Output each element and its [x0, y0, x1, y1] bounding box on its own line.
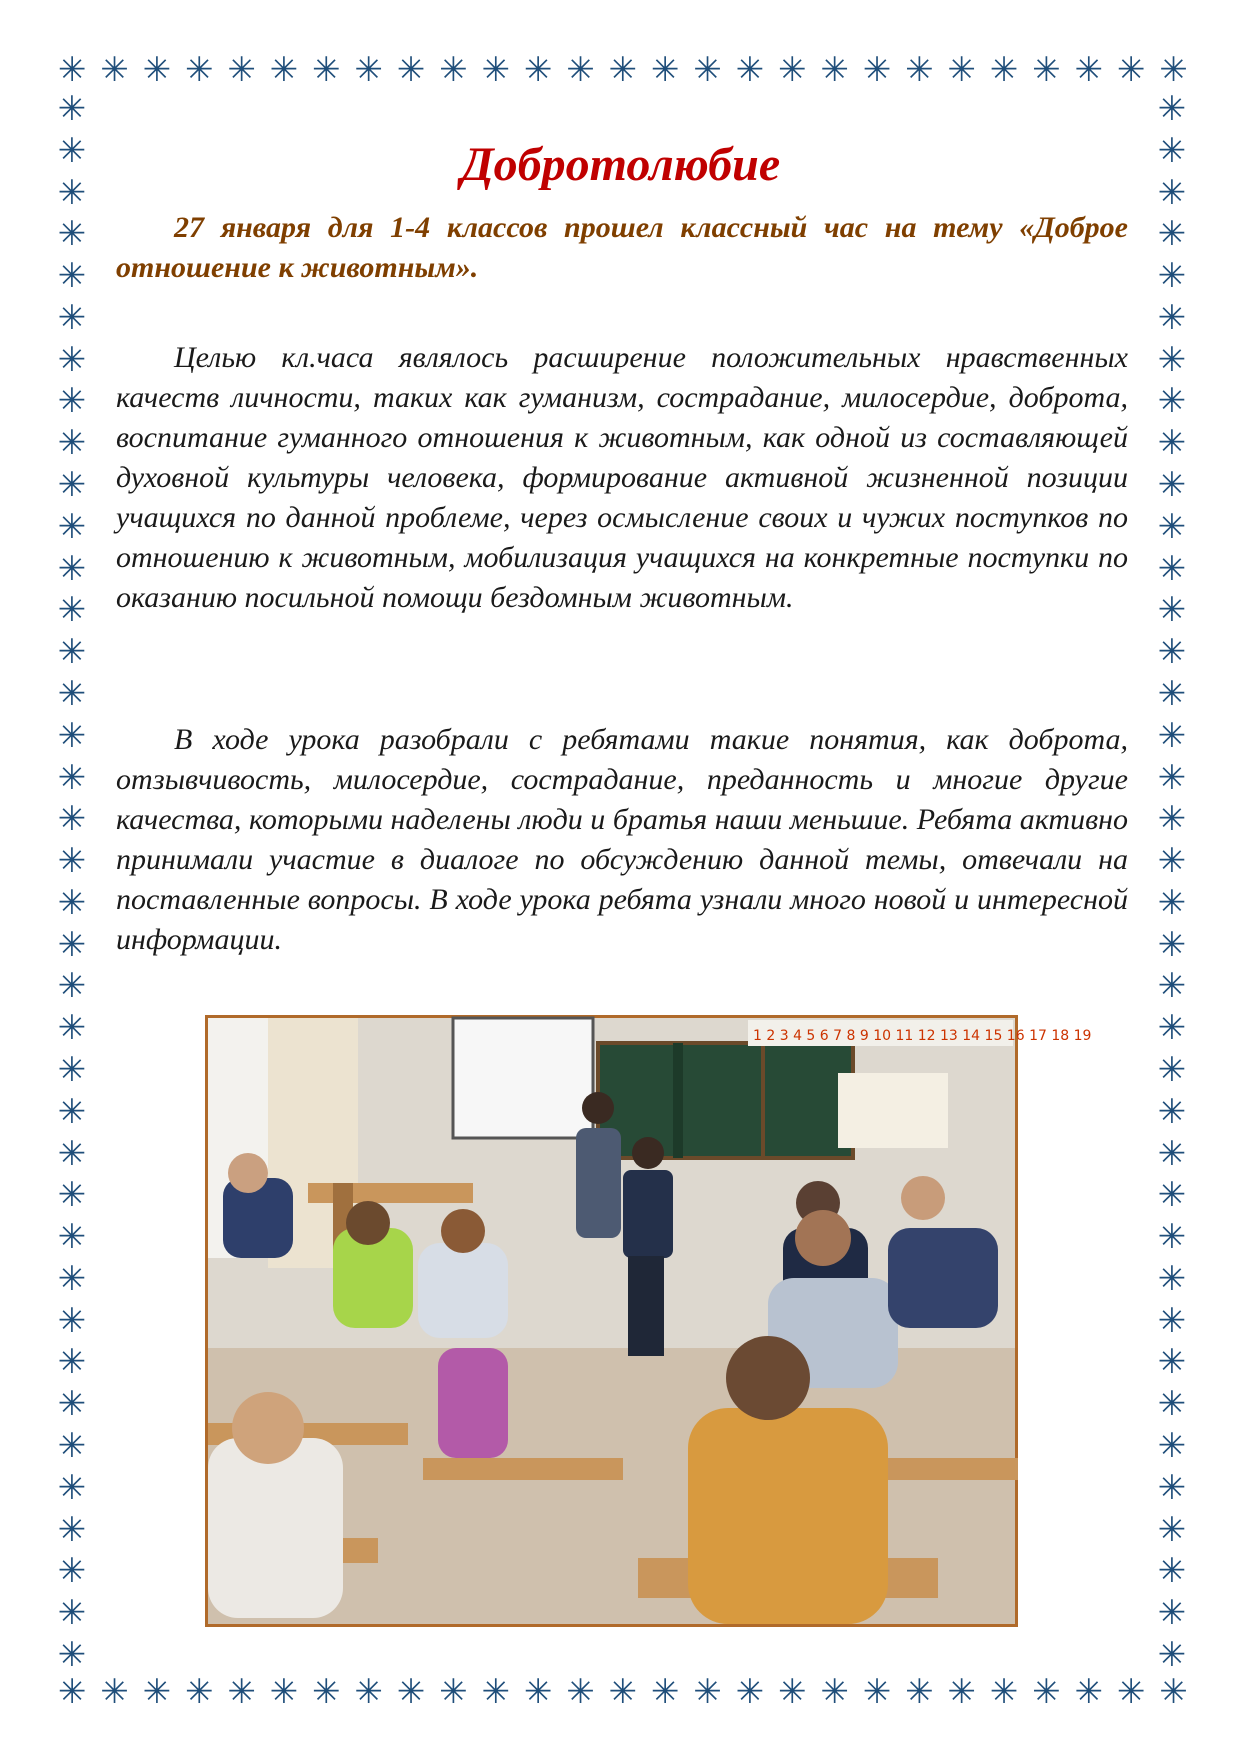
snowflake-ornament-icon: ✳ — [1157, 89, 1187, 129]
snowflake-ornament-icon: ✳ — [354, 50, 384, 90]
snowflake-ornament-icon: ✳ — [269, 50, 299, 90]
snowflake-ornament-icon: ✳ — [1157, 924, 1187, 965]
snowflake-ornament-icon: ✳ — [100, 50, 129, 90]
snowflake-ornament-icon: ✳ — [57, 1133, 87, 1174]
snowflake-ornament-icon: ✳ — [778, 50, 807, 90]
snowflake-ornament-icon: ✳ — [57, 214, 87, 255]
snowflake-ornament-icon: ✳ — [57, 1091, 87, 1132]
snowflake-ornament-icon: ✳ — [57, 130, 87, 171]
snowflake-ornament-icon: ✳ — [566, 50, 595, 90]
snowflake-ornament-icon: ✳ — [1032, 50, 1061, 90]
snowflake-ornament-icon: ✳ — [57, 799, 87, 840]
snowflake-ornament-icon: ✳ — [1157, 1049, 1187, 1090]
snowflake-ornament-icon: ✳ — [1157, 841, 1187, 882]
snowflake-ornament-icon: ✳ — [1157, 1008, 1187, 1049]
snowflake-ornament-icon: ✳ — [57, 256, 87, 297]
snowflake-ornament-icon: ✳ — [57, 1593, 87, 1634]
snowflake-ornament-icon: ✳ — [57, 381, 87, 422]
snowflake-ornament-icon: ✳ — [651, 50, 680, 90]
snowflake-ornament-icon: ✳ — [396, 50, 426, 90]
snowflake-ornament-icon: ✳ — [57, 339, 87, 380]
snowflake-ornament-icon: ✳ — [1157, 1426, 1187, 1466]
snowflake-ornament-icon: ✳ — [778, 1672, 807, 1712]
snowflake-ornament-icon: ✳ — [1157, 757, 1187, 798]
snowflake-ornament-icon: ✳ — [735, 1672, 765, 1712]
snowflake-ornament-icon: ✳ — [1157, 1091, 1187, 1132]
classroom-photo — [205, 1015, 1092, 1627]
number-strip-text: 1 2 3 4 5 6 7 8 9 10 11 12 13 14 15 16 17 18 19 — [753, 1028, 1092, 1044]
snowflake-ornament-icon: ✳ — [57, 1258, 87, 1299]
border-right — [1150, 89, 1194, 1675]
snowflake-ornament-icon: ✳ — [862, 50, 892, 90]
snowflake-ornament-icon: ✳ — [58, 1672, 87, 1712]
snowflake-ornament-icon: ✳ — [57, 590, 87, 631]
snowflake-ornament-icon: ✳ — [1157, 1217, 1187, 1258]
snowflake-ornament-icon: ✳ — [57, 924, 87, 965]
snowflake-ornament-icon: ✳ — [481, 1672, 511, 1712]
snowflake-ornament-icon: ✳ — [1157, 673, 1187, 714]
snowflake-ornament-icon: ✳ — [354, 1672, 384, 1712]
snowflake-ornament-icon: ✳ — [947, 50, 977, 90]
snowflake-ornament-icon: ✳ — [1032, 1672, 1061, 1712]
snowflake-ornament-icon: ✳ — [396, 1672, 426, 1712]
snowflake-ornament-icon: ✳ — [1157, 799, 1187, 840]
snowflake-ornament-icon: ✳ — [989, 1672, 1019, 1712]
snowflake-ornament-icon: ✳ — [693, 1672, 722, 1712]
snowflake-ornament-icon: ✳ — [57, 715, 87, 756]
snowflake-ornament-icon: ✳ — [1157, 506, 1187, 547]
snowflake-ornament-icon: ✳ — [1157, 130, 1187, 171]
snowflake-ornament-icon: ✳ — [1157, 214, 1187, 255]
snowflake-ornament-icon: ✳ — [57, 1175, 87, 1216]
snowflake-ornament-icon: ✳ — [1157, 715, 1187, 756]
snowflake-ornament-icon: ✳ — [312, 50, 341, 90]
snowflake-ornament-icon: ✳ — [227, 1672, 256, 1712]
snowflake-ornament-icon: ✳ — [57, 757, 87, 798]
snowflake-ornament-icon: ✳ — [439, 1672, 468, 1712]
snowflake-ornament-icon: ✳ — [439, 50, 468, 90]
snowflake-ornament-icon: ✳ — [57, 423, 87, 464]
snowflake-ornament-icon: ✳ — [1157, 1384, 1187, 1425]
snowflake-ornament-icon: ✳ — [185, 50, 214, 90]
lesson-paragraph: В ходе урока разобрали с ребятами такие понятия, как доброта, отзывчивость, милосердие, сострадание, преданность и многие другие качества, которыми наделены люди и братья наши меньшие. Ребята активно принимали участие в диалоге по обсуждению данной темы, отвечали на поставленные вопросы. В ходе урока ребята узнали много новой и интересной информации. — [116, 723, 1128, 956]
snowflake-ornament-icon: ✳ — [57, 506, 87, 547]
snowflake-ornament-icon: ✳ — [57, 632, 87, 673]
snowflake-ornament-icon: ✳ — [269, 1672, 299, 1712]
snowflake-ornament-icon: ✳ — [735, 50, 765, 90]
snowflake-ornament-icon: ✳ — [57, 465, 87, 506]
snowflake-ornament-icon: ✳ — [1157, 882, 1187, 923]
snowflake-ornament-icon: ✳ — [1157, 1467, 1187, 1508]
snowflake-ornament-icon: ✳ — [1157, 1133, 1187, 1174]
snowflake-ornament-icon: ✳ — [651, 1672, 680, 1712]
snowflake-ornament-icon: ✳ — [523, 50, 553, 90]
snowflake-ornament-icon: ✳ — [1159, 1672, 1188, 1712]
snowflake-ornament-icon: ✳ — [142, 50, 172, 90]
snowflake-ornament-icon: ✳ — [1116, 1672, 1146, 1712]
snowflake-ornament-icon: ✳ — [57, 1384, 87, 1425]
snowflake-ornament-icon: ✳ — [1157, 1342, 1187, 1383]
snowflake-ornament-icon: ✳ — [57, 1634, 87, 1675]
snowflake-ornament-icon: ✳ — [1157, 1551, 1187, 1592]
snowflake-ornament-icon: ✳ — [1157, 465, 1187, 506]
snowflake-ornament-icon: ✳ — [905, 50, 934, 90]
snowflake-ornament-icon: ✳ — [1074, 1672, 1104, 1712]
snowflake-ornament-icon: ✳ — [57, 1426, 87, 1466]
snowflake-ornament-icon: ✳ — [58, 50, 87, 90]
snowflake-ornament-icon: ✳ — [57, 172, 87, 213]
snowflake-ornament-icon: ✳ — [862, 1672, 892, 1712]
snowflake-ornament-icon: ✳ — [1157, 256, 1187, 297]
intro-paragraph: 27 января для 1-4 классов прошел классный час на тему «Доброе отношение к животным». — [116, 211, 1128, 284]
page-title: Добротолюбие — [460, 138, 781, 192]
snowflake-ornament-icon: ✳ — [1157, 1593, 1187, 1634]
snowflake-ornament-icon: ✳ — [566, 1672, 595, 1712]
snowflake-ornament-icon: ✳ — [57, 673, 87, 714]
snowflake-ornament-icon: ✳ — [1157, 1300, 1187, 1341]
border-left — [50, 89, 94, 1675]
snowflake-ornament-icon: ✳ — [57, 1342, 87, 1383]
goal-paragraph: Целью кл.часа являлось расширение положительных нравственных качеств личности, таких как гуманизм, сострадание, милосердие, доброта, воспитание гуманного отношения к животным, как одной из составляющей духовной культуры человека, формирование активной жизненной позиции учащихся по данной проблеме, через осмысление своих и чужих поступков по отношению к животным, мобилизация учащихся на конкретные поступки по оказанию посильной помощи бездомным животным. — [116, 341, 1128, 614]
snowflake-ornament-icon: ✳ — [57, 1467, 87, 1508]
snowflake-ornament-icon: ✳ — [1157, 297, 1187, 338]
snowflake-ornament-icon: ✳ — [227, 50, 256, 90]
snowflake-ornament-icon: ✳ — [1116, 50, 1146, 90]
snowflake-ornament-icon: ✳ — [1157, 1634, 1187, 1675]
snowflake-ornament-icon: ✳ — [1157, 172, 1187, 213]
border-bottom — [58, 1670, 1188, 1714]
snowflake-ornament-icon: ✳ — [57, 882, 87, 923]
snowflake-ornament-icon: ✳ — [57, 1300, 87, 1341]
snowflake-ornament-icon: ✳ — [820, 50, 849, 90]
snowflake-ornament-icon: ✳ — [947, 1672, 977, 1712]
snowflake-ornament-icon: ✳ — [1157, 1175, 1187, 1216]
snowflake-ornament-icon: ✳ — [57, 1551, 87, 1592]
snowflake-ornament-icon: ✳ — [820, 1672, 849, 1712]
snowflake-ornament-icon: ✳ — [185, 1672, 214, 1712]
snowflake-ornament-icon: ✳ — [1157, 339, 1187, 380]
snowflake-ornament-icon: ✳ — [1157, 966, 1187, 1007]
snowflake-ornament-icon: ✳ — [1074, 50, 1104, 90]
snowflake-ornament-icon: ✳ — [1157, 632, 1187, 673]
snowflake-ornament-icon: ✳ — [1157, 548, 1187, 589]
snowflake-ornament-icon: ✳ — [57, 297, 87, 338]
snowflake-ornament-icon: ✳ — [1157, 423, 1187, 464]
snowflake-ornament-icon: ✳ — [57, 1217, 87, 1258]
snowflake-ornament-icon: ✳ — [905, 1672, 934, 1712]
snowflake-ornament-icon: ✳ — [1157, 590, 1187, 631]
snowflake-ornament-icon: ✳ — [1157, 1509, 1187, 1550]
snowflake-ornament-icon: ✳ — [1157, 381, 1187, 422]
snowflake-ornament-icon: ✳ — [57, 1008, 87, 1049]
border-top — [58, 48, 1188, 92]
snowflake-ornament-icon: ✳ — [57, 1509, 87, 1550]
snowflake-ornament-icon: ✳ — [608, 50, 638, 90]
snowflake-ornament-icon: ✳ — [1157, 1258, 1187, 1299]
snowflake-ornament-icon: ✳ — [1159, 50, 1188, 90]
snowflake-ornament-icon: ✳ — [57, 89, 87, 129]
snowflake-ornament-icon: ✳ — [523, 1672, 553, 1712]
snowflake-ornament-icon: ✳ — [312, 1672, 341, 1712]
snowflake-ornament-icon: ✳ — [57, 1049, 87, 1090]
snowflake-ornament-icon: ✳ — [481, 50, 511, 90]
snowflake-ornament-icon: ✳ — [608, 1672, 638, 1712]
snowflake-ornament-icon: ✳ — [989, 50, 1019, 90]
snowflake-ornament-icon: ✳ — [57, 841, 87, 882]
snowflake-ornament-icon: ✳ — [57, 548, 87, 589]
snowflake-ornament-icon: ✳ — [693, 50, 722, 90]
snowflake-ornament-icon: ✳ — [142, 1672, 172, 1712]
snowflake-ornament-icon: ✳ — [100, 1672, 129, 1712]
snowflake-ornament-icon: ✳ — [57, 966, 87, 1007]
